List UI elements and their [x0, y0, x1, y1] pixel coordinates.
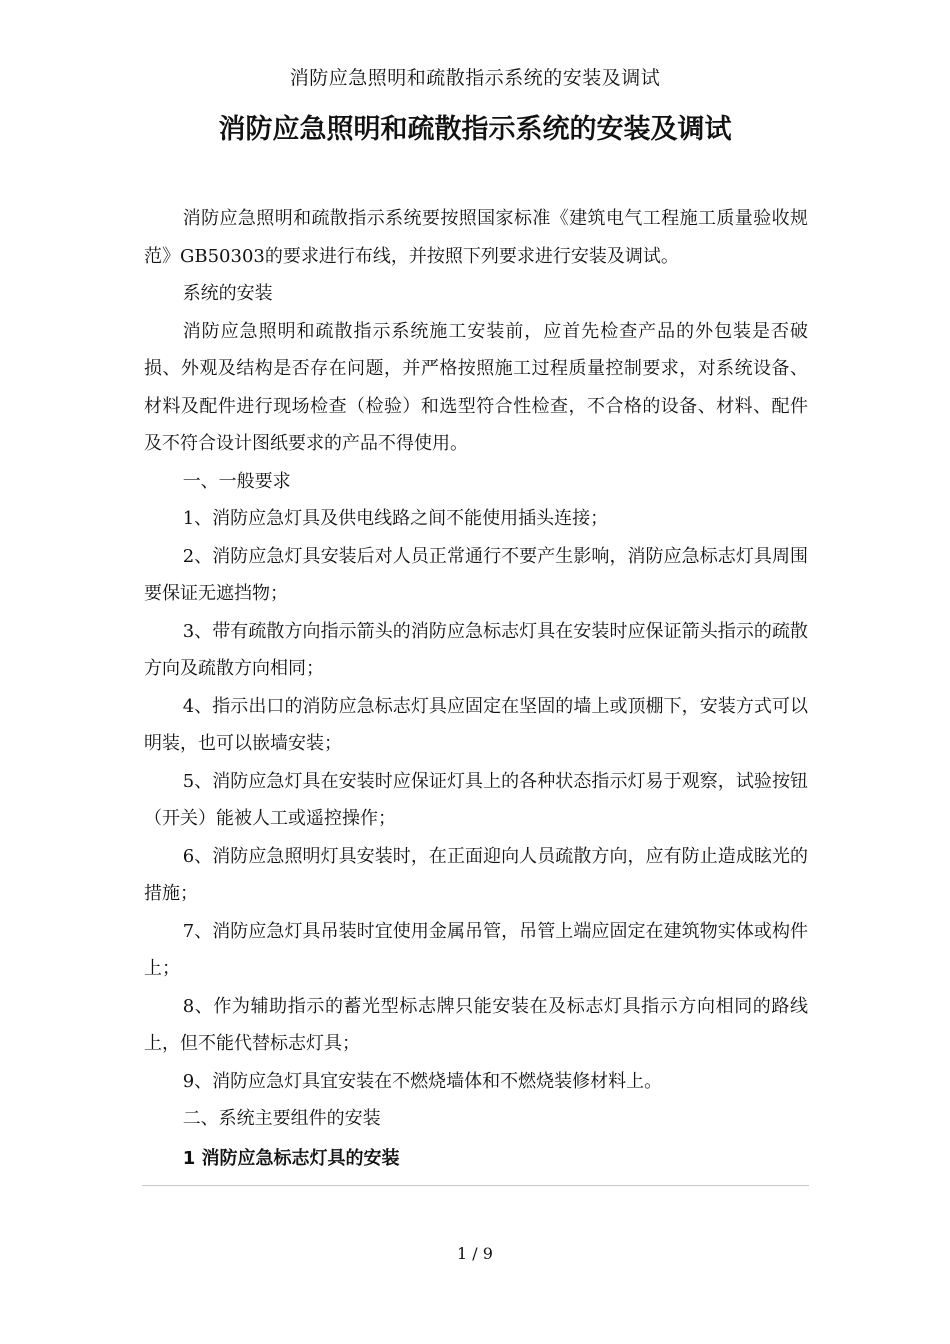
page-number: 1 / 9 [457, 1244, 493, 1263]
paragraph-main-components-heading: 二、系统主要组件的安装 [182, 1108, 381, 1129]
list-item-requirement-5: 5、消防应急灯具在安装时应保证灯具上的各种状态指示灯易于观察，试验按钮（开关）能被人工或遥控操作； [144, 770, 808, 829]
subheading-sign-lamp-installation: 1 消防应急标志灯具的安装 [182, 1147, 400, 1169]
list-item-requirement-1: 1、消防应急灯具及供电线路之间不能使用插头连接； [182, 508, 609, 529]
running-header-title: 消防应急照明和疏散指示系统的安装及调试 [289, 67, 661, 89]
document-title: 消防应急照明和疏散指示系统的安装及调试 [218, 114, 732, 145]
list-item-requirement-2: 2、消防应急灯具安装后对人员正常通行不要产生影响，消防应急标志灯具周围要保证无遮挡物； [144, 545, 808, 604]
paragraph-intro: 消防应急照明和疏散指示系统要按照国家标准《建筑电气工程施工质量验收规范》GB50303的要求进行布线，并按照下列要求进行安装及调试。 [144, 208, 808, 267]
list-item-requirement-8: 8、作为辅助指示的蓄光型标志牌只能安装在及标志灯具指示方向相同的路线上，但不能代替标志灯具； [144, 995, 808, 1054]
footer-divider [142, 1185, 809, 1186]
paragraph-general-requirements-heading: 一、一般要求 [182, 470, 291, 492]
list-item-requirement-3: 3、带有疏散方向指示箭头的消防应急标志灯具在安装时应保证箭头指示的疏散方向及疏散方向相同； [144, 620, 808, 679]
paragraph-section-system-installation: 系统的安装 [182, 283, 273, 304]
document-body [144, 200, 808, 1177]
list-item-requirement-9: 9、消防应急灯具宜安装在不燃烧墙体和不燃烧装修材料上。 [182, 1070, 663, 1092]
list-item-requirement-7: 7、消防应急灯具吊装时宜使用金属吊管，吊管上端应固定在建筑物实体或构件上； [144, 920, 808, 979]
paragraph-pre-installation-check: 消防应急照明和疏散指示系统施工安装前，应首先检查产品的外包装是否破损、外观及结构是否存在问题，并严格按照施工过程质量控制要求，对系统设备、材料及配件进行现场检查（检验）和选型符合性检查，不合格的设备、材料、配件及不符合设计图纸要求的产品不得使用。 [144, 320, 808, 454]
list-item-requirement-6: 6、消防应急照明灯具安装时，在正面迎向人员疏散方向，应有防止造成眩光的措施； [144, 845, 808, 904]
list-item-requirement-4: 4、指示出口的消防应急标志灯具应固定在坚固的墙上或顶棚下，安装方式可以明装，也可以嵌墙安装； [144, 695, 808, 754]
